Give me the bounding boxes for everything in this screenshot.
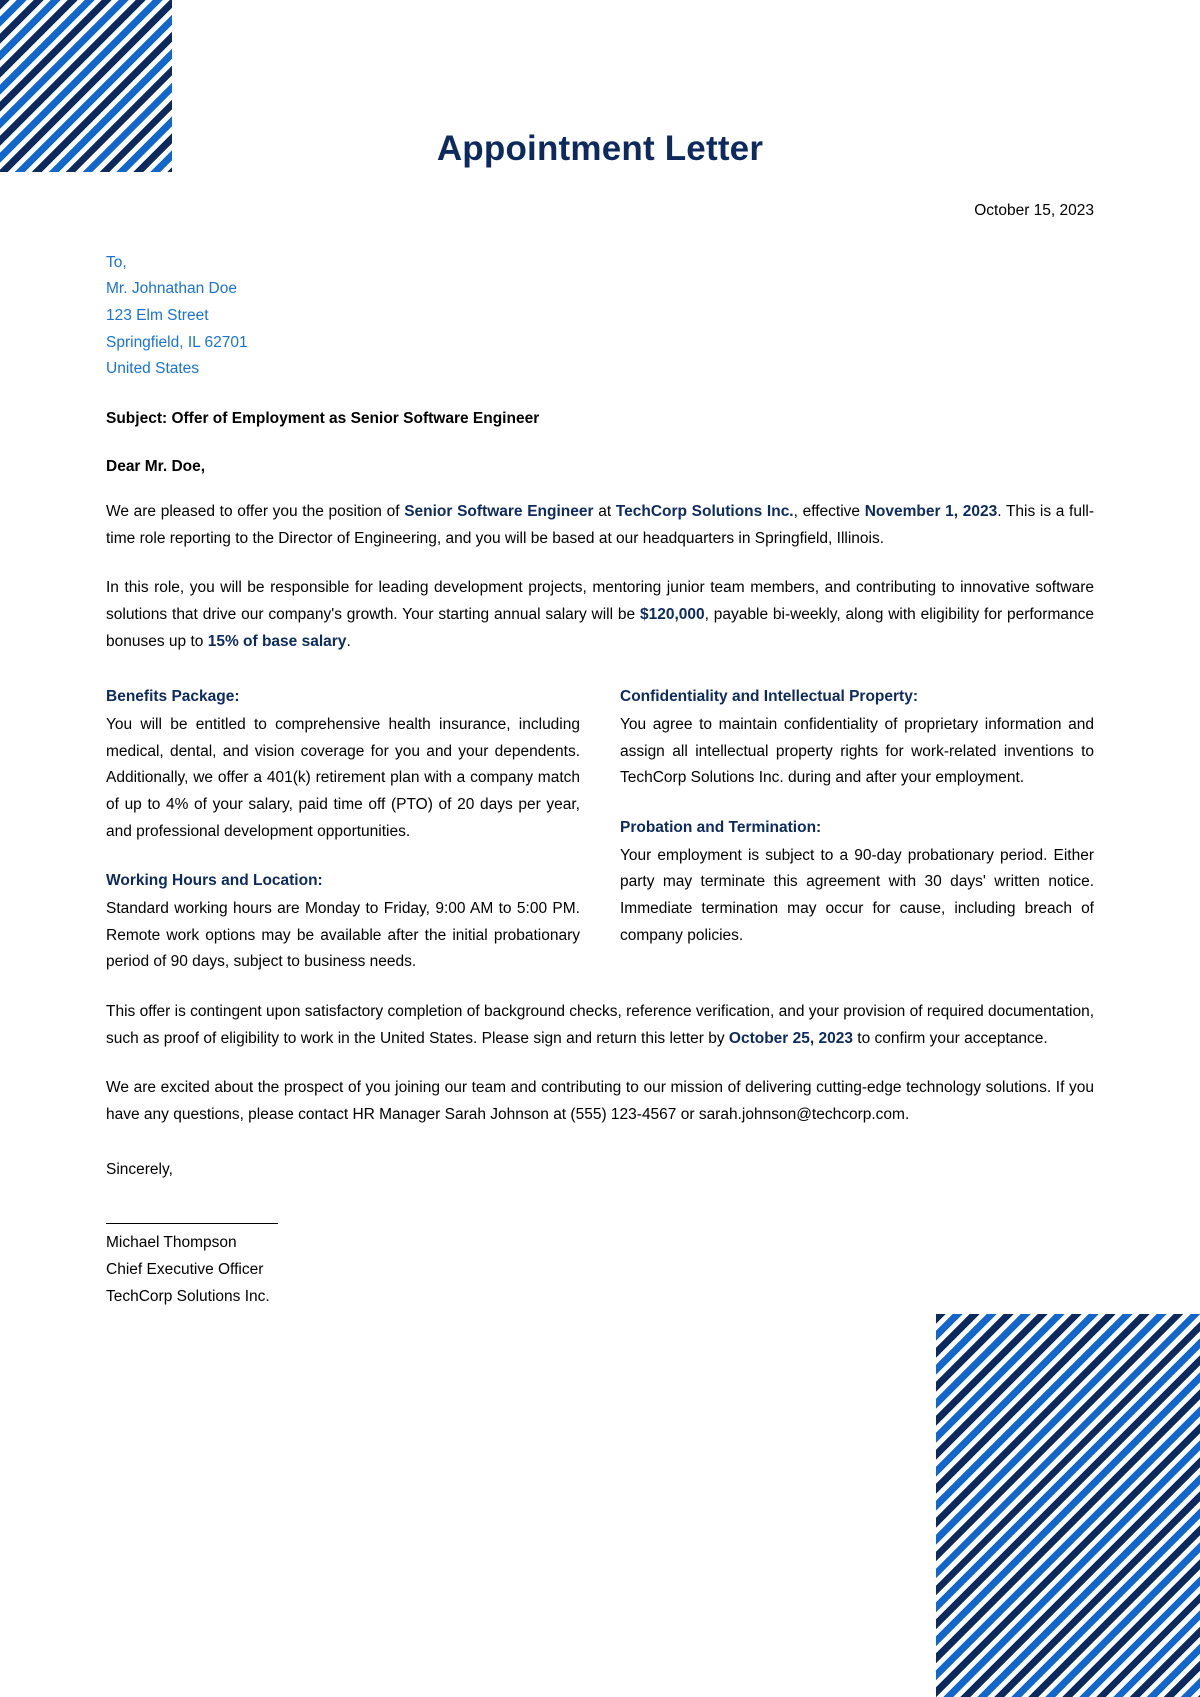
highlight-response-deadline: October 25, 2023 [728,1029,853,1047]
decorative-pattern-bottom-right [936,1314,1200,1697]
highlight-company-name: TechCorp Solutions Inc. [615,502,794,520]
signatory-title: Chief Executive Officer [106,1261,264,1279]
intro-text-d: . This is a full-time role reporting to the Director of Engineering, and you will be based at our headquarters in Springfield, Illinois. [106,502,1094,547]
section-heading-probation: Probation and Termination: [620,819,822,837]
role-text-a: In this role, you will be responsible for leading development projects, mentoring junior team members, and contributing to innovative software solutions that drive our company's growth. Your starting annual salary will be [106,579,1094,623]
recipient-street: 123 Elm Street [106,307,209,324]
page-title: Appointment Letter [436,129,764,168]
intro-paragraph [106,499,1094,552]
terms-column-right [620,685,1094,949]
signatory-company: TechCorp Solutions Inc. [106,1287,270,1305]
section-heading-working-hours: Working Hours and Location: [106,872,323,890]
signatory-name: Michael Thompson [106,1234,237,1252]
subject-line: Subject: Offer of Employment as Senior Software Engineer [106,409,540,427]
section-body-benefits: You will be entitled to comprehensive health insurance, including medical, dental, and vision coverage for you and your dependents. Additionally, we offer a 401(k) retirement plan with a company match of up to 4% of your salary, paid time off (PTO) of 20 days per year, and professional development opportunities. [106,716,580,840]
highlight-start-date: November 1, 2023 [864,502,998,520]
role-text-b: , payable bi-weekly, along with eligibility for performance bonuses up to [106,605,1094,650]
intro-text-b: at [593,502,616,520]
section-heading-confidentiality: Confidentiality and Intellectual Property: [620,688,918,706]
recipient-to-label: To, [106,253,127,271]
recipient-address-block [106,250,1094,383]
contingency-text-a: This offer is contingent upon satisfactory completion of background checks, reference verification, and your provision of required documentation, such as proof of eligibility to work in the United States. Please sign and return this letter by [106,1003,1094,1047]
intro-text-a: We are pleased to offer you the position of [106,502,405,520]
section-heading-benefits: Benefits Package: [106,688,240,706]
highlight-job-role: Senior Software Engineer [404,502,594,520]
recipient-country: United States [106,360,200,378]
section-body-working-hours: Standard working hours are Monday to Friday, 9:00 AM to 5:00 PM. Remote work options may be available after the initial probationary period of 90 days, subject to business needs. [106,900,580,971]
recipient-name: Mr. Johnathan Doe [106,280,237,298]
role-responsibilities-paragraph [106,575,1094,655]
terms-column-left [106,685,580,976]
section-body-probation: Your employment is subject to a 90-day probationary period. Either party may terminate this agreement with 30 days' written notice. Immediate termination may occur for cause, including breach of company policies. [620,846,1094,944]
section-body-confidentiality: You agree to maintain confidentiality of proprietary information and assign all intellectual property rights for work-related inventions to TechCorp Solutions Inc. during and after your employment. [620,716,1094,787]
two-column-terms-section [106,685,1094,976]
contingency-paragraph [106,999,1094,1052]
role-text-c: . [346,632,351,650]
closing-paragraph: We are excited about the prospect of you joining our team and contributing to our mission of delivering cutting-edge technology solutions. If you have any questions, please contact HR Manager Sarah Johnson at (555) 123-4567 or sarah.johnson@techcorp.com. [106,1079,1094,1124]
highlight-salary: $120,000 [639,605,705,623]
intro-text-c: , effective [793,502,865,520]
highlight-bonus: 15% of base salary [207,632,347,650]
recipient-city-state-zip: Springfield, IL 62701 [106,333,248,351]
letter-date: October 15, 2023 [974,202,1094,219]
contingency-text-b: to confirm your acceptance. [852,1029,1048,1047]
sign-off: Sincerely, [106,1160,173,1178]
signature-line [106,1223,278,1224]
salutation: Dear Mr. Doe, [106,457,206,475]
